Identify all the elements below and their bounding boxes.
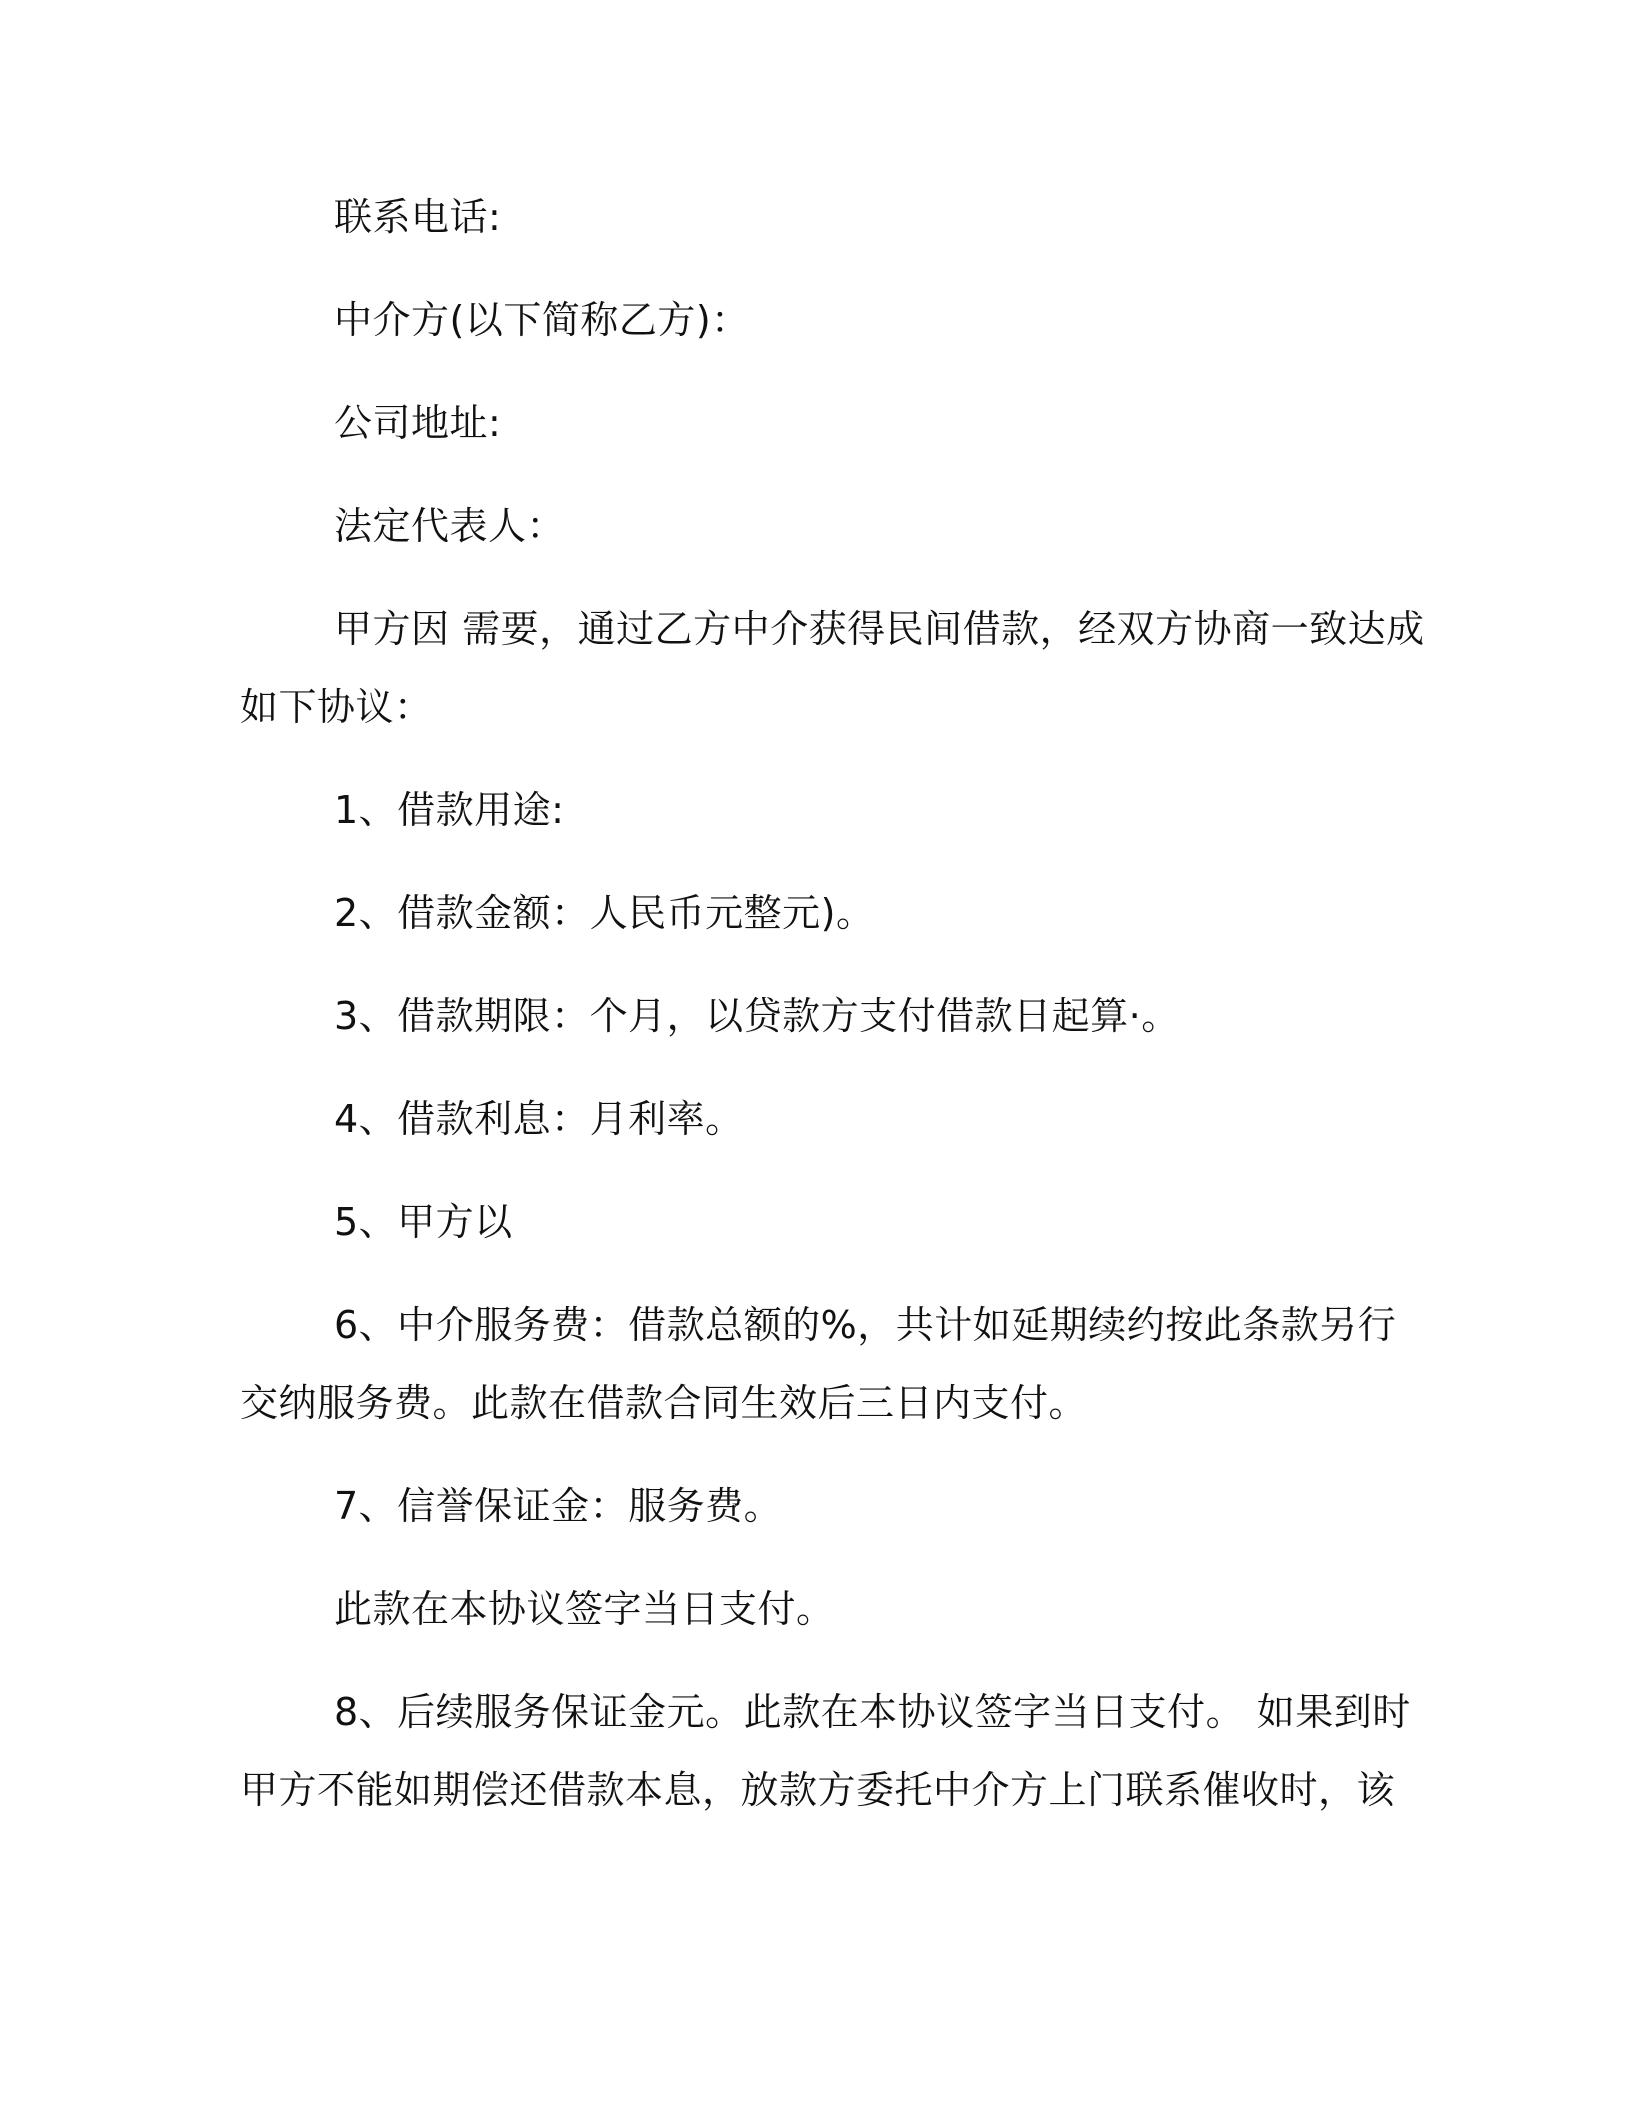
clause-8-continuation: 甲方不能如期偿还借款本息，放款方委托中介方上门联系催收时，该 [240,1768,1396,1812]
clause-4-loan-interest: 4、借款利息：月利率。 [334,1097,744,1141]
agreement-intro-line: 甲方因 需要，通过乙方中介获得民间借款，经双方协商一致达成 [334,607,1425,651]
intermediary-party-line: 中介方(以下简称乙方)： [334,298,750,342]
clause-8-follow-up-deposit: 8、后续服务保证金元。此款在本协议签字当日支付。 如果到时 [334,1690,1411,1734]
clause-5: 5、甲方以 [334,1200,513,1244]
legal-representative-line: 法定代表人： [334,504,566,548]
clause-7-credit-deposit: 7、信誉保证金：服务费。 [334,1484,783,1528]
clause-1-loan-purpose: 1、借款用途: [334,788,565,832]
clause-2-loan-amount: 2、借款金额：人民币元整元)。 [334,891,875,935]
clause-6-service-fee: 6、中介服务费：借款总额的%，共计如延期续约按此条款另行 [334,1303,1397,1347]
clause-6-continuation: 交纳服务费。此款在借款合同生效后三日内支付。 [240,1381,1088,1425]
clause-7-payment-note: 此款在本协议签字当日支付。 [334,1587,835,1631]
agreement-intro-continuation: 如下协议： [240,685,433,729]
contact-phone-line: 联系电话: [334,195,502,239]
company-address-line: 公司地址: [334,401,502,445]
clause-3-loan-term: 3、借款期限：个月，以贷款方支付借款日起算·。 [334,994,1180,1038]
